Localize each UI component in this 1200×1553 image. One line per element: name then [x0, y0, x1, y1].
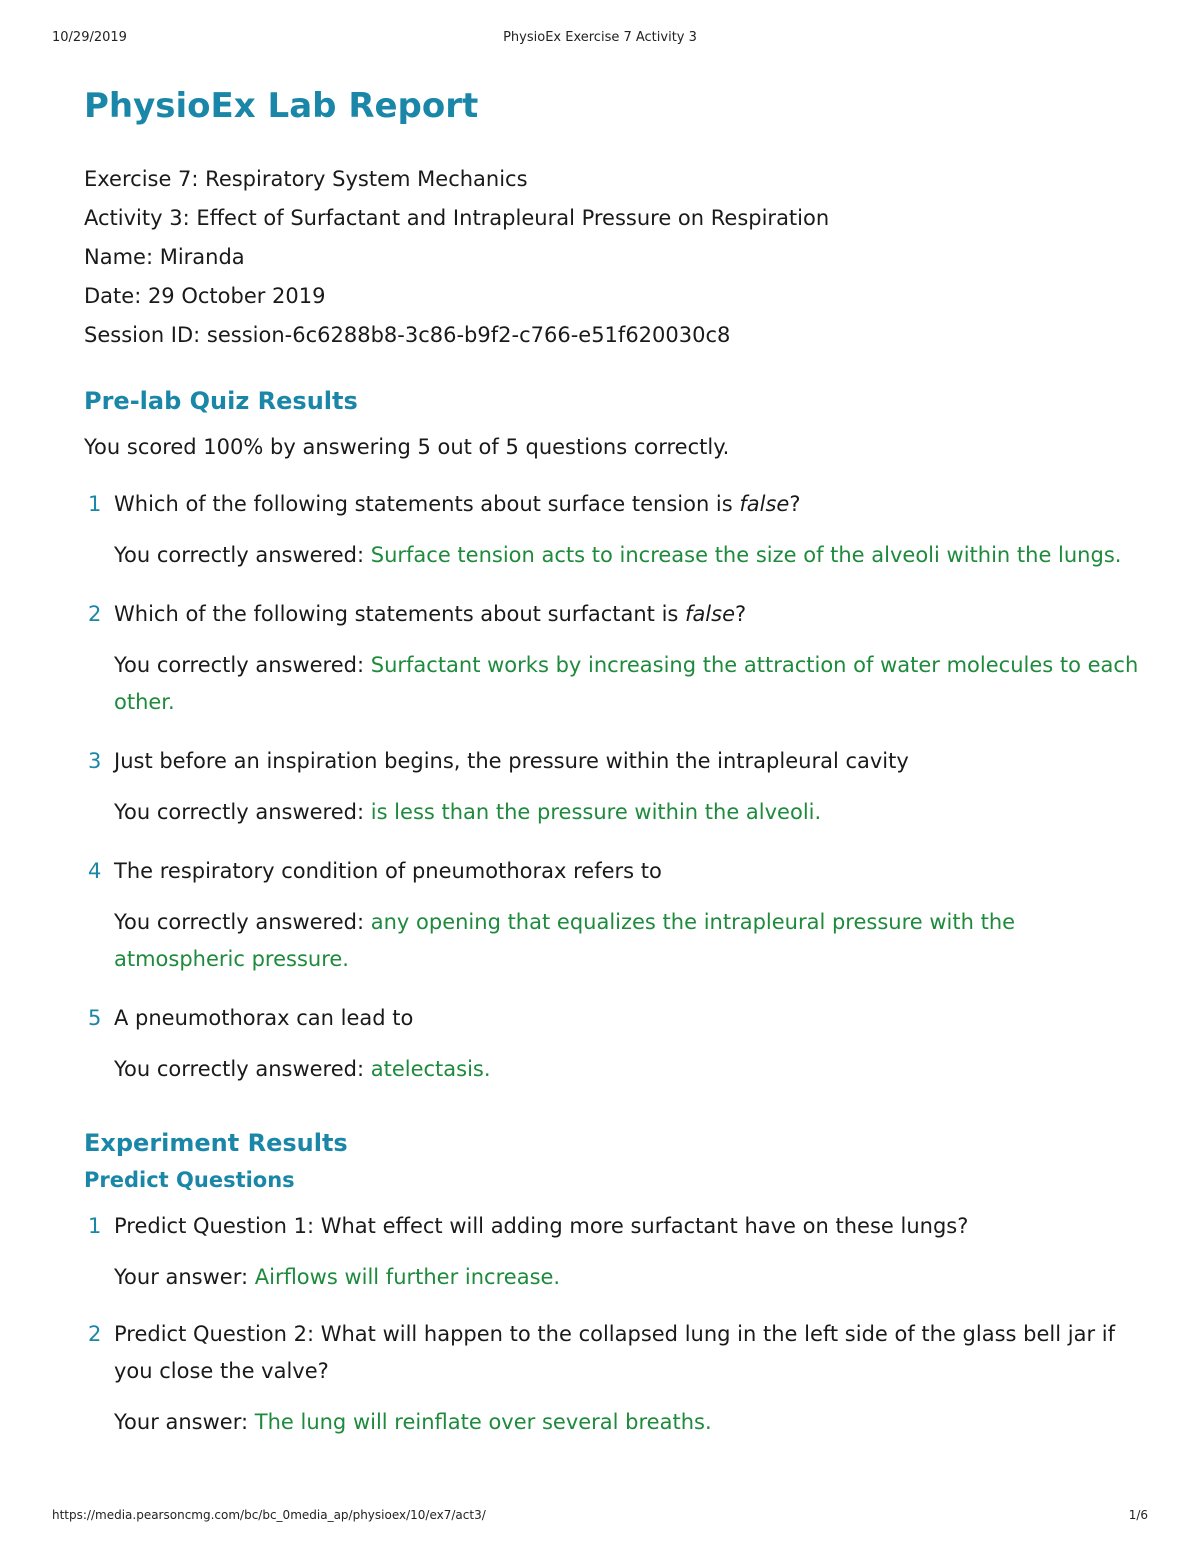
name-line: Name: Miranda — [84, 245, 245, 269]
answer-prefix: You correctly answered: — [114, 910, 371, 934]
prelab-question — [84, 596, 1144, 721]
answer-value: is less than the pressure within the alveoli. — [370, 800, 822, 824]
answer-prefix: You correctly answered: — [114, 800, 371, 824]
question-text: Which of the following statements about surfactant is false? — [114, 602, 747, 626]
question-answer — [114, 904, 1144, 978]
predict-heading: Predict Questions — [84, 1168, 295, 1192]
question-answer — [114, 1404, 1144, 1441]
prelab-question — [84, 486, 1144, 574]
question-answer — [114, 537, 1144, 574]
question-answer — [114, 1259, 1144, 1296]
exercise-line: Exercise 7: Respiratory System Mechanics — [84, 167, 528, 191]
answer-prefix: You correctly answered: — [114, 543, 371, 567]
prelab-question-list — [84, 486, 1144, 1088]
page-number: 1/6 — [1128, 1508, 1148, 1522]
answer-value: Airflows will further increase. — [254, 1265, 561, 1289]
question-number: 1 — [88, 1214, 102, 1238]
answer-value: any opening that equalizes the intrapleural pressure with the atmospheric pressure. — [114, 910, 1016, 971]
question-answer — [114, 647, 1144, 721]
print-date: 10/29/2019 — [52, 30, 127, 45]
answer-value: atelectasis. — [370, 1057, 491, 1081]
page-url: https://media.pearsoncmg.com/bc/bc_0media_ap/physioex/10/ex7/act3/ — [52, 1508, 486, 1522]
answer-value: Surface tension acts to increase the size of the alveoli within the lungs. — [370, 543, 1122, 567]
question-text: A pneumothorax can lead to — [114, 1006, 414, 1030]
prelab-heading: Pre-lab Quiz Results — [84, 387, 358, 415]
answer-value: The lung will reinflate over several breaths. — [254, 1410, 712, 1434]
answer-prefix: You correctly answered: — [114, 653, 371, 677]
print-header — [52, 30, 1148, 50]
report-content — [84, 84, 1144, 1461]
answer-prefix: You correctly answered: — [114, 1057, 371, 1081]
question-number: 1 — [88, 492, 102, 516]
question-number: 2 — [88, 1322, 102, 1346]
question-text: Predict Question 1: What effect will adding more surfactant have on these lungs? — [114, 1214, 969, 1238]
question-number: 4 — [88, 859, 102, 883]
session-line: Session ID: session-6c6288b8-3c86-b9f2-c766-e51f620030c8 — [84, 323, 731, 347]
question-answer — [114, 794, 1144, 831]
prelab-question — [84, 853, 1144, 978]
predict-question-list — [84, 1208, 1144, 1441]
question-number: 5 — [88, 1006, 102, 1030]
question-text: Just before an inspiration begins, the pressure within the intrapleural cavity — [114, 749, 909, 773]
question-number: 2 — [88, 602, 102, 626]
prelab-question — [84, 743, 1144, 831]
experiment-heading: Experiment Results — [84, 1129, 348, 1157]
date-line: Date: 29 October 2019 — [84, 284, 326, 308]
prelab-question — [84, 1000, 1144, 1088]
quiz-score: You scored 100% by answering 5 out of 5 questions correctly. — [84, 435, 730, 459]
print-footer — [52, 1508, 1148, 1528]
answer-prefix: Your answer: — [114, 1410, 255, 1434]
answer-value: Surfactant works by increasing the attraction of water molecules to each other. — [114, 653, 1139, 714]
activity-line: Activity 3: Effect of Surfactant and Intrapleural Pressure on Respiration — [84, 206, 830, 230]
question-text: Which of the following statements about surface tension is false? — [114, 492, 801, 516]
predict-question — [84, 1316, 1144, 1441]
predict-question — [84, 1208, 1144, 1296]
question-answer — [114, 1051, 1144, 1088]
report-title: PhysioEx Lab Report — [84, 86, 479, 126]
question-number: 3 — [88, 749, 102, 773]
answer-prefix: Your answer: — [114, 1265, 255, 1289]
print-title: PhysioEx Exercise 7 Activity 3 — [503, 30, 697, 45]
question-text: Predict Question 2: What will happen to the collapsed lung in the left side of the glass bell jar if you close the valve? — [114, 1322, 1115, 1383]
question-text: The respiratory condition of pneumothorax refers to — [114, 859, 662, 883]
